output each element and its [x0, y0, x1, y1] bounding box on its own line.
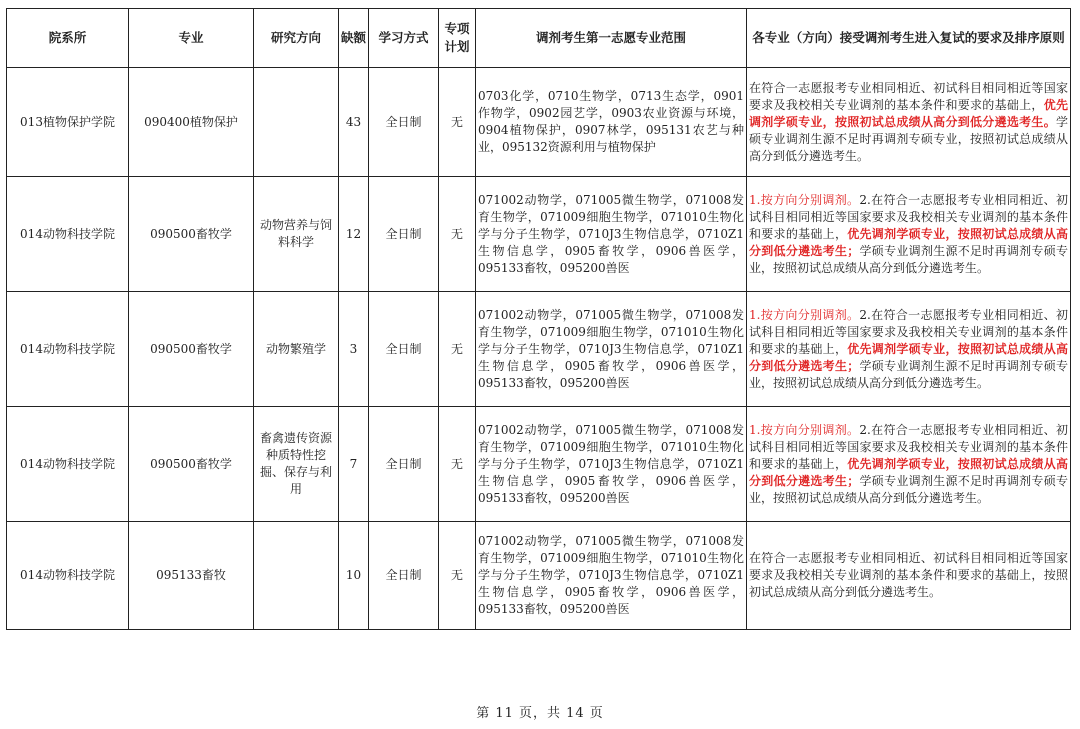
- major-cell: 090400植物保护: [129, 68, 254, 177]
- header-study-mode: 学习方式: [369, 9, 439, 68]
- table-row: [7, 522, 1071, 630]
- header-major: 专业: [129, 9, 254, 68]
- requirements-cell: [747, 407, 1071, 522]
- requirement-text: 2.在符合一志愿报考专业相同相近、初试科目相同相近等国家要求及我校相关专业调剂的基本条件和要求的基础上，: [749, 192, 1069, 241]
- requirement-fallback-text: 学硕专业调剂生源不足时再调剂专硕专业，按照初试总成绩从高分到低分遴选考生。: [749, 243, 1068, 275]
- requirement-fallback-text: 学硕专业调剂生源不足时再调剂专硕专业，按照初试总成绩从高分到低分遴选考生。: [749, 358, 1068, 390]
- vacancy-cell: 43: [339, 68, 369, 177]
- direction-cell: [254, 68, 339, 177]
- adjustment-table: [6, 8, 1071, 630]
- requirement-fallback-text: 学硕专业调剂生源不足时再调剂专硕专业，按照初试总成绩从高分到低分遴选考生。: [749, 473, 1068, 505]
- page-footer: 第 11 页，共 14 页: [476, 706, 604, 721]
- vacancy-cell: 12: [339, 177, 369, 292]
- study-mode-cell: 全日制: [369, 68, 439, 177]
- first-choice-range-cell: 071002动物学，071005微生物学，071008发育生物学，071009细胞生物学，071010生物化学与分子生物学，0710J3生物信息学，0710Z1生物信息学，0905畜牧学，0906兽医学，095133畜牧，095200兽医: [476, 177, 747, 292]
- vacancy-cell: 10: [339, 522, 369, 630]
- requirement-text: 2.在符合一志愿报考专业相同相近、初试科目相同相近等国家要求及我校相关专业调剂的基本条件和要求的基础上，: [749, 307, 1069, 356]
- direction-cell: 动物营养与饲料科学: [254, 177, 339, 292]
- study-mode-cell: 全日制: [369, 522, 439, 630]
- requirement-direction-text: 1.按方向分别调剂。: [749, 192, 860, 207]
- first-choice-range-cell: 071002动物学，071005微生物学，071008发育生物学，071009细胞生物学，071010生物化学与分子生物学，0710J3生物信息学，0710Z1生物信息学，0905畜牧学，0906兽医学，095133畜牧，095200兽医: [476, 407, 747, 522]
- major-cell: 090500畜牧学: [129, 407, 254, 522]
- requirement-priority-text: 优先调剂学硕专业，按照初试总成绩从高分到低分遴选考生；: [749, 341, 1068, 373]
- direction-cell: 畜禽遗传资源种质特性挖掘、保存与利用: [254, 407, 339, 522]
- requirement-fallback-text: 学硕专业调剂生源不足时再调剂专硕专业，按照初试总成绩从高分到低分遴选考生。: [749, 114, 1068, 163]
- study-mode-cell: 全日制: [369, 177, 439, 292]
- college-cell: 014动物科技学院: [7, 522, 129, 630]
- header-requirements: 各专业（方向）接受调剂考生进入复试的要求及排序原则: [747, 9, 1071, 68]
- study-mode-cell: 全日制: [369, 292, 439, 407]
- requirements-cell: [747, 177, 1071, 292]
- special-plan-cell: 无: [439, 68, 476, 177]
- requirements-cell: [747, 292, 1071, 407]
- college-cell: 013植物保护学院: [7, 68, 129, 177]
- requirement-text: 在符合一志愿报考专业相同相近、初试科目相同相近等国家要求及我校相关专业调剂的基本条件和要求的基础上，: [749, 80, 1068, 112]
- header-special-plan: 专项计划: [439, 9, 476, 68]
- header-row: [7, 9, 1071, 68]
- first-choice-range-cell: 071002动物学，071005微生物学，071008发育生物学，071009细胞生物学，071010生物化学与分子生物学，0710J3生物信息学，0710Z1生物信息学，0905畜牧学，0906兽医学，095133畜牧，095200兽医: [476, 292, 747, 407]
- college-cell: 014动物科技学院: [7, 292, 129, 407]
- requirement-priority-text: 优先调剂学硕专业，按照初试总成绩从高分到低分遴选考生；: [749, 456, 1068, 488]
- major-cell: 090500畜牧学: [129, 292, 254, 407]
- special-plan-cell: 无: [439, 407, 476, 522]
- direction-cell: 动物繁殖学: [254, 292, 339, 407]
- header-first-choice-range: 调剂考生第一志愿专业范围: [476, 9, 747, 68]
- requirements-cell: [747, 68, 1071, 177]
- college-cell: 014动物科技学院: [7, 407, 129, 522]
- special-plan-cell: 无: [439, 292, 476, 407]
- special-plan-cell: 无: [439, 522, 476, 630]
- table-row: [7, 68, 1071, 177]
- major-cell: 095133畜牧: [129, 522, 254, 630]
- requirement-direction-text: 1.按方向分别调剂。: [749, 422, 860, 437]
- header-direction: 研究方向: [254, 9, 339, 68]
- college-cell: 014动物科技学院: [7, 177, 129, 292]
- first-choice-range-cell: 0703化学，0710生物学，0713生态学，0901作物学，0902园艺学，0903农业资源与环境，0904植物保护，0907林学，095131农艺与种业，095132资源利用与植物保护: [476, 68, 747, 177]
- requirement-priority-text: 优先调剂学硕专业，按照初试总成绩从高分到低分遴选考生。: [749, 97, 1068, 129]
- first-choice-range-cell: 071002动物学，071005微生物学，071008发育生物学，071009细胞生物学，071010生物化学与分子生物学，0710J3生物信息学，0710Z1生物信息学，0905畜牧学，0906兽医学，095133畜牧，095200兽医: [476, 522, 747, 630]
- header-college: 院系所: [7, 9, 129, 68]
- table-row: [7, 407, 1071, 522]
- vacancy-cell: 3: [339, 292, 369, 407]
- header-vacancy: 缺额: [339, 9, 369, 68]
- requirement-priority-text: 优先调剂学硕专业，按照初试总成绩从高分到低分遴选考生；: [749, 226, 1068, 258]
- major-cell: 090500畜牧学: [129, 177, 254, 292]
- requirement-direction-text: 1.按方向分别调剂。: [749, 307, 860, 322]
- requirement-text: 2.在符合一志愿报考专业相同相近、初试科目相同相近等国家要求及我校相关专业调剂的基本条件和要求的基础上，: [749, 422, 1069, 471]
- direction-cell: [254, 522, 339, 630]
- table-row: [7, 292, 1071, 407]
- requirement-text: 在符合一志愿报考专业相同相近、初试科目相同相近等国家要求及我校相关专业调剂的基本条件和要求的基础上，按照初试总成绩从高分到低分遴选考生。: [749, 551, 1068, 599]
- study-mode-cell: 全日制: [369, 407, 439, 522]
- special-plan-cell: 无: [439, 177, 476, 292]
- requirements-cell: [747, 522, 1071, 630]
- table-row: [7, 177, 1071, 292]
- vacancy-cell: 7: [339, 407, 369, 522]
